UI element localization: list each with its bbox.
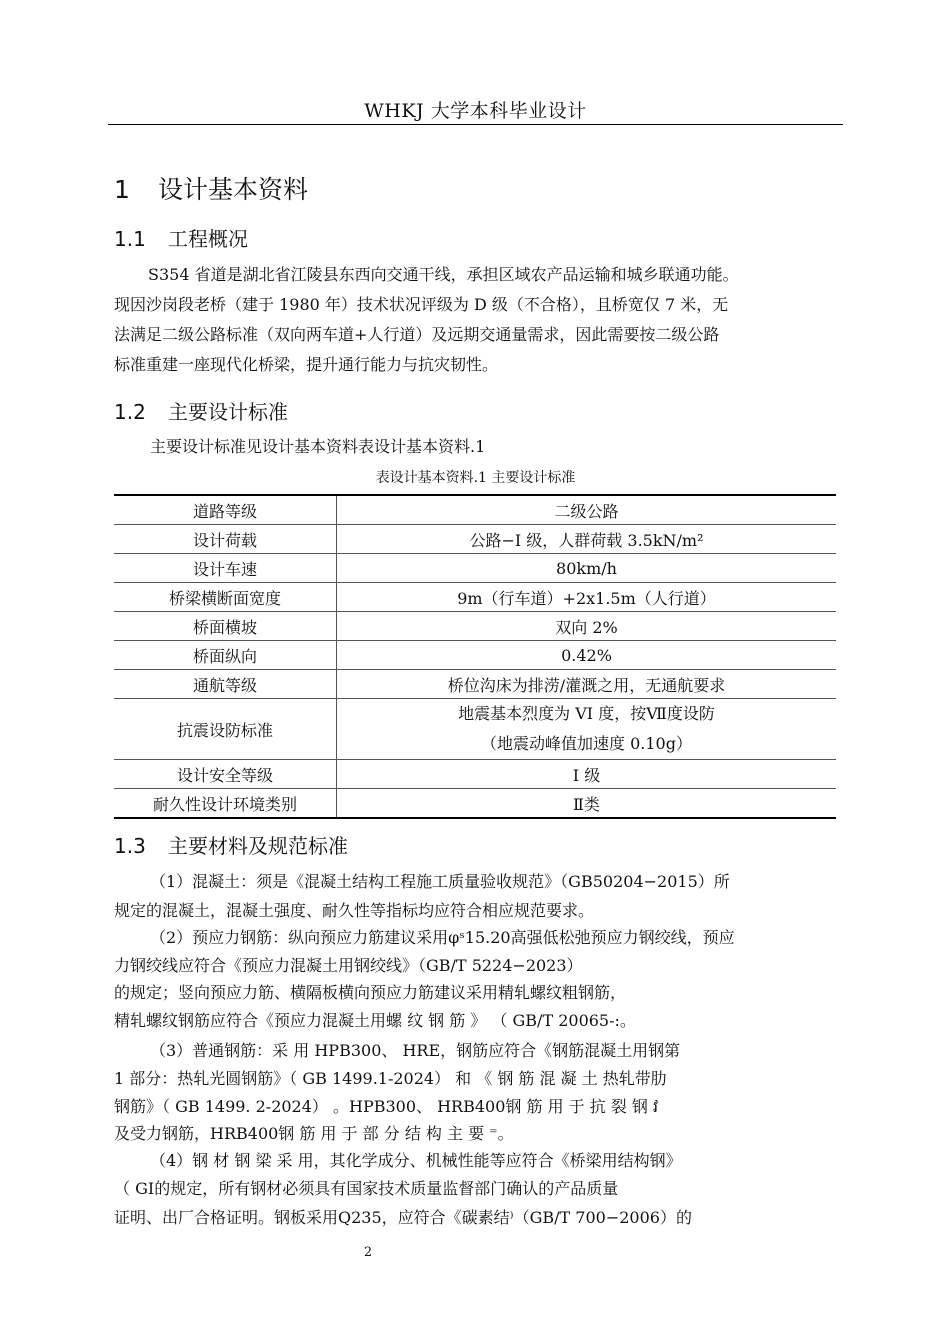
table-key: 设计荷载 xyxy=(114,525,337,554)
table-value: （地震动峰值加速度 0.10g） xyxy=(481,734,692,753)
table-row xyxy=(114,525,836,554)
table-row xyxy=(114,583,836,612)
paragraph-line: 现因沙岗段老桥（建于 1980 年）技术状况评级为 D 级（不合格），且桥宽仅 7 米，无 xyxy=(114,295,729,314)
chapter-heading xyxy=(114,170,308,206)
table-row xyxy=(114,699,836,760)
paragraph-line: （3）普通钢筋：采 用 HPB300、 HRE，钢筋应符合《钢筋混凝土用钢第 xyxy=(150,1041,681,1060)
chapter-title: 设计基本资料 xyxy=(158,175,309,204)
table-key: 桥梁横断面宽度 xyxy=(114,583,337,612)
page-number: 2 xyxy=(363,1245,373,1260)
table-caption: 表设计基本资料.1 主要设计标准 xyxy=(375,470,576,486)
table-key: 设计车速 xyxy=(114,554,337,583)
paragraph-line: 证明、出厂合格证明。钢板采用Q235，应符合《碳素结⁾（GB/T 700−2006）的 xyxy=(114,1208,692,1227)
table-value: 0.42% xyxy=(337,641,837,670)
page-header: WHKJ 大学本科毕业设计 xyxy=(364,100,587,122)
chapter-number: 1 xyxy=(114,175,130,204)
section-title: 工程概况 xyxy=(168,227,248,251)
section-number: 1.2 xyxy=(114,400,146,424)
table-value: I 级 xyxy=(337,760,837,789)
table-row xyxy=(114,760,836,789)
table-key: 设计安全等级 xyxy=(114,760,337,789)
table-row xyxy=(114,641,836,670)
design-standards-table xyxy=(114,494,836,819)
paragraph-line: 精轧螺纹钢筋应符合《预应力混凝土用螺 纹 钢 筋 》 （ GB/T 20065-:。 xyxy=(114,1011,636,1030)
table-row xyxy=(114,670,836,699)
section-number: 1.1 xyxy=(114,227,146,251)
table-row xyxy=(114,789,836,819)
table-key: 抗震设防标准 xyxy=(114,699,337,760)
section-title: 主要材料及规范标准 xyxy=(168,834,348,858)
paragraph-line: 标准重建一座现代化桥梁，提升通行能力与抗灾韧性。 xyxy=(114,355,499,374)
table-row xyxy=(114,612,836,641)
table-value-multiline xyxy=(337,699,837,760)
table-key: 桥面横坡 xyxy=(114,612,337,641)
paragraph-line: 及受力钢筋，HRB400钢 筋 用 于 部 分 结 构 主 要 ⁼。 xyxy=(114,1124,514,1143)
table-row xyxy=(114,554,836,583)
paragraph-line: （1）混凝土：须是《混凝土结构工程施工质量验收规范》（GB50204−2015）所 xyxy=(150,872,730,891)
paragraph-line: （2）预应力钢筋：纵向预应力筋建议采用φˢ15.20高强低松弛预应力钢绞线，预应 xyxy=(150,928,735,947)
table-key: 道路等级 xyxy=(114,495,337,525)
header-rule xyxy=(108,124,843,125)
table-value: 公路−I 级，人群荷载 3.5kN/m² xyxy=(337,525,837,554)
table-value: 9m（行车道）+2x1.5m（人行道） xyxy=(337,583,837,612)
paragraph-line: S354 省道是湖北省江陵县东西向交通干线，承担区域农产品运输和城乡联通功能。 xyxy=(148,265,739,284)
table-value: 地震基本烈度为 VI 度，按Ⅶ度设防 xyxy=(458,704,715,723)
table-row xyxy=(114,495,836,525)
paragraph-line: 的规定；竖向预应力筋、横隔板横向预应力筋建议采用精轧螺纹粗钢筋， xyxy=(114,983,627,1002)
table-key: 通航等级 xyxy=(114,670,337,699)
section-number: 1.3 xyxy=(114,834,146,858)
table-key: 桥面纵向 xyxy=(114,641,337,670)
table-value: 双向 2% xyxy=(337,612,837,641)
section-1-2-heading xyxy=(114,396,288,425)
paragraph-line: （ GI的规定，所有钢材必须具有国家技术质量监督部门确认的产品质量 xyxy=(114,1179,619,1198)
table-value: Ⅱ类 xyxy=(337,789,837,819)
paragraph-line: 法满足二级公路标准（双向两车道+人行道）及远期交通量需求，因此需要按二级公路 xyxy=(114,325,720,344)
paragraph-line: 规定的混凝土，混凝土强度、耐久性等指标均应符合相应规范要求。 xyxy=(114,901,595,920)
section-1-1-heading xyxy=(114,223,248,252)
table-intro-text: 主要设计标准见设计基本资料表设计基本资料.1 xyxy=(150,437,486,456)
table-value: 桥位沟床为排涝/灌溉之用，无通航要求 xyxy=(337,670,837,699)
paragraph-line: 钢筋》（ GB 1499. 2-2024） 。HPB300、 HRB400钢 筋 用 于 抗 裂 钢 វ xyxy=(114,1097,659,1116)
paragraph-line: 力钢绞线应符合《预应力混凝土用钢绞线》（GB/T 5224−2023） xyxy=(114,956,583,975)
paragraph-line: 1 部分：热轧光圆钢筋》（ GB 1499.1-2024） 和 《 钢 筋 混 凝 土 热轧带肋 xyxy=(114,1069,667,1088)
table-value: 80km/h xyxy=(337,554,837,583)
section-1-3-heading xyxy=(114,830,348,859)
section-title: 主要设计标准 xyxy=(168,400,288,424)
table-key: 耐久性设计环境类别 xyxy=(114,789,337,819)
table-value: 二级公路 xyxy=(337,495,837,525)
paragraph-line: （4）钢 材 钢 梁 采 用，其化学成分、机械性能等应符合《桥梁用结构钢》 xyxy=(150,1151,682,1170)
